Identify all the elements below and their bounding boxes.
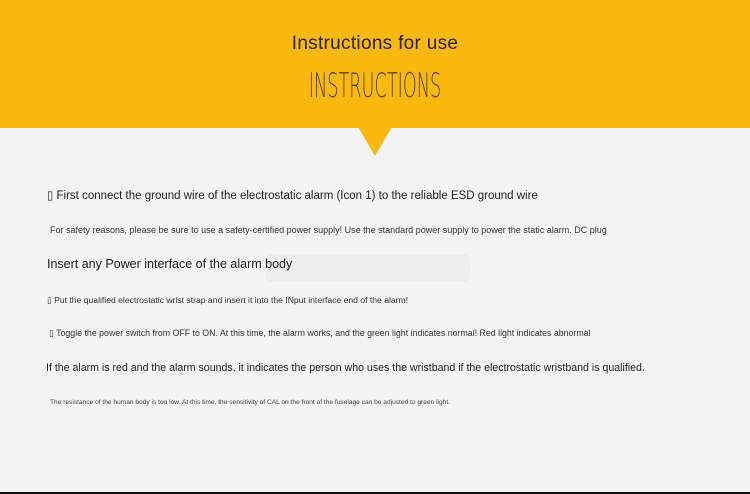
- page-subtitle: INSTRUCTIONS: [308, 66, 442, 106]
- watermark: [265, 254, 470, 282]
- instruction-line-6: If the alarm is red and the alarm sounds, it indicates the person who uses the wristband if the electrostatic wristband is qualified.: [46, 362, 645, 374]
- banner-pointer-arrow: [358, 127, 392, 156]
- instruction-line-5: ▯ Toggle the power switch from OFF to ON. At this time, the alarm works, and the green light indicates normal! Red light indicates abnormal: [49, 328, 591, 338]
- instruction-line-7: The resistance of the human body is too low. At this time, the sensitivity of CAL on the front of the fuselage can be adjusted to green light.: [50, 399, 451, 406]
- page-title: Instructions for use: [291, 33, 459, 54]
- instruction-line-4: ▯ Put the qualified electrostatic wrist strap and insert it into the INput interface end of the alarm!: [47, 295, 409, 305]
- instruction-line-1: ▯ First connect the ground wire of the electrostatic alarm (Icon 1) to the reliable ESD ground wire: [47, 190, 538, 202]
- instruction-line-2: For safety reasons, please be sure to use a safety-certified power supply! Use the standard power supply to power the static alarm. DC plug: [50, 225, 607, 235]
- header-banner: [0, 0, 750, 128]
- instruction-line-3: Insert any Power interface of the alarm body: [47, 257, 293, 271]
